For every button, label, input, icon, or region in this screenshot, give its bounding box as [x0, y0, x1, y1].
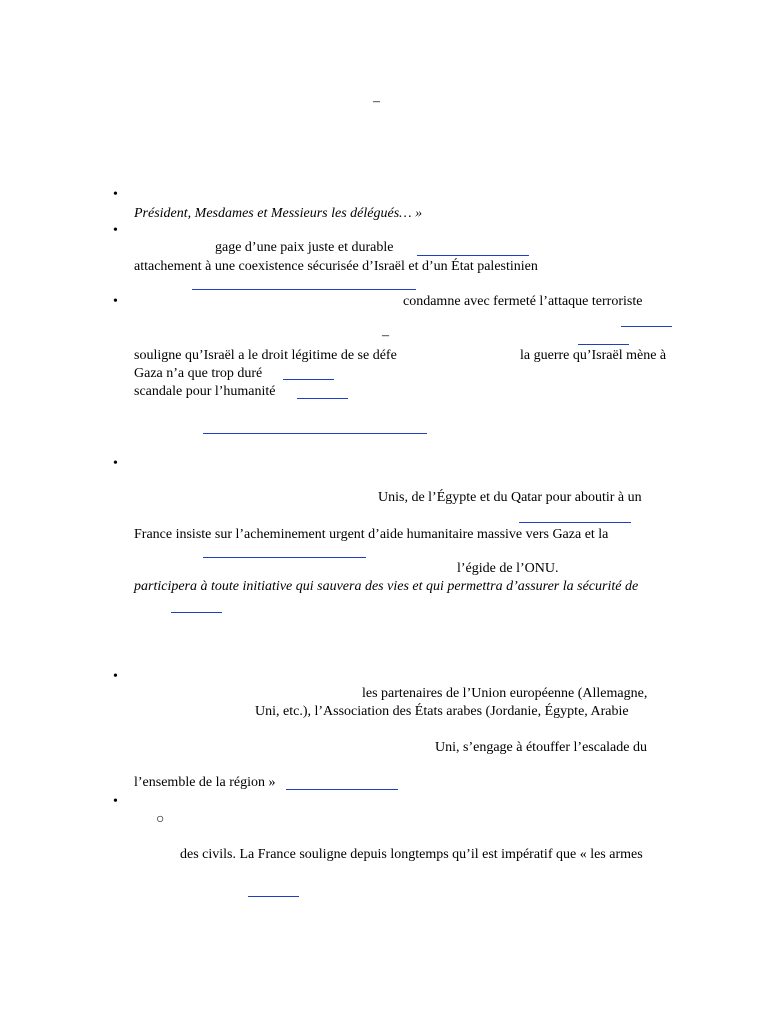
p5-line1: les partenaires de l’Union européenne (Allemagne,: [362, 686, 648, 701]
p6-line1: des civils. La France souligne depuis longtemps qu’il est impératif que « les armes: [180, 847, 643, 862]
p4-line3: l’égide de l’ONU.: [457, 561, 559, 576]
p4-line4: participera à toute initiative qui sauvera des vies et qui permettra d’assurer la sécurité de: [134, 579, 639, 594]
p3-line5: scandale pour l’humanité: [134, 384, 276, 399]
bullet-1: •: [113, 187, 118, 202]
bullet-4: •: [113, 456, 118, 471]
p4-line2: France insiste sur l’acheminement urgent d’aide humanitaire massive vers Gaza et la: [134, 527, 609, 542]
p5-line4: l’ensemble de la région »: [134, 775, 276, 790]
p4-line1: Unis, de l’Égypte et du Qatar pour aboutir à un: [378, 490, 642, 505]
footnote-link[interactable]: [283, 379, 334, 380]
footnote-link[interactable]: [417, 255, 529, 256]
footnote-link[interactable]: [297, 398, 348, 399]
bullet-2: •: [113, 223, 118, 238]
p5-line3: Uni, s’engage à étouffer l’escalade du: [435, 740, 647, 755]
bullet-3: •: [113, 294, 118, 309]
footnote-link[interactable]: [519, 522, 631, 523]
p3-dash: –: [382, 328, 389, 343]
footnote-link[interactable]: [621, 326, 672, 327]
bullet-5: •: [113, 669, 118, 684]
title-dash: –: [373, 94, 380, 109]
p3-line3b: la guerre qu’Israël mène à: [520, 348, 667, 363]
p2-line2: attachement à une coexistence sécurisée d’Israël et d’un État palestinien: [134, 259, 538, 274]
footnote-link[interactable]: [248, 896, 299, 897]
footnote-link[interactable]: [203, 433, 427, 434]
p3-line4: Gaza n’a que trop duré: [134, 366, 263, 381]
p3-line1: condamne avec fermeté l’attaque terroriste: [403, 294, 643, 309]
footnote-link[interactable]: [578, 344, 629, 345]
p1-line1: Président, Mesdames et Messieurs les délégués… »: [134, 206, 423, 221]
footnote-link[interactable]: [192, 289, 416, 290]
p2-line1: gage d’une paix juste et durable: [215, 240, 394, 255]
footnote-link[interactable]: [171, 612, 222, 613]
p3-line3a: souligne qu’Israël a le droit légitime de se défe: [134, 348, 397, 363]
footnote-link[interactable]: [203, 557, 366, 558]
sub-bullet: ○: [156, 812, 165, 827]
bullet-6: •: [113, 794, 118, 809]
p5-line2: Uni, etc.), l’Association des États arabes (Jordanie, Égypte, Arabie: [255, 704, 629, 719]
footnote-link[interactable]: [286, 789, 398, 790]
